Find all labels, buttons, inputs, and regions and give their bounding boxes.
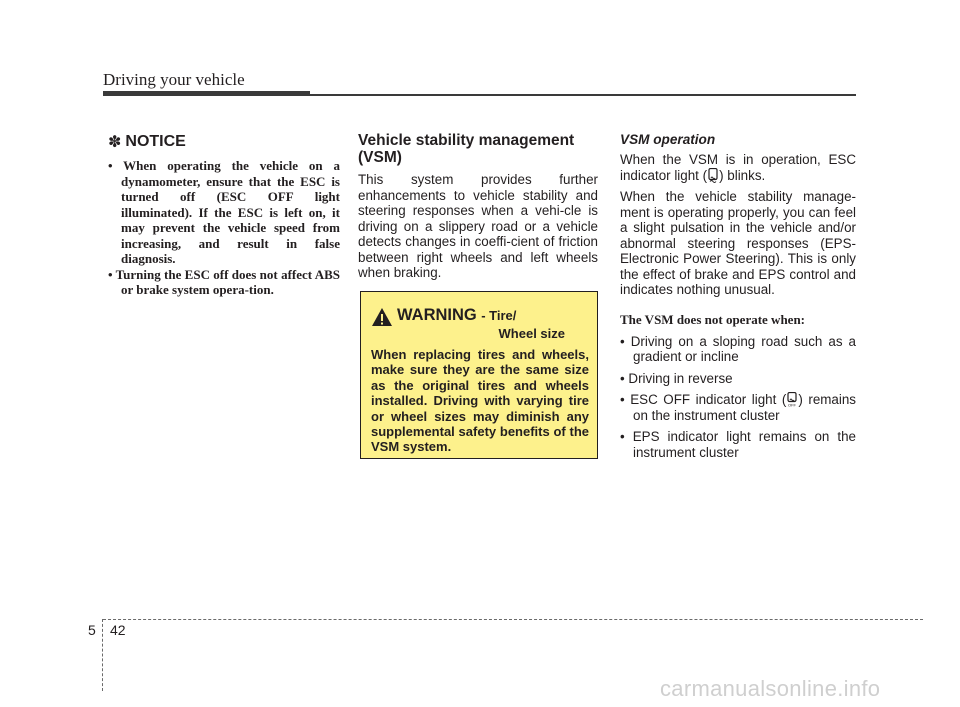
notice-star-icon: ✽: [108, 134, 122, 151]
header-rule-thick: [103, 91, 310, 96]
notice-item-dynamometer: • When operating the vehicle on a dynamometer, ensure that the ESC is turned off (ESC OFF light illuminated). If the ESC is left on, it may prevent the vehicle speed from increasing, and result in false diagnosis.: [108, 158, 340, 266]
condition-reverse: • Driving in reverse: [620, 370, 733, 386]
condition-esc-off-after: ) remains on the instrument cluster: [633, 392, 856, 423]
esc-indicator-icon: [707, 168, 719, 183]
watermark: carmanualsonline.info: [660, 676, 881, 701]
vsm-operation-p1-after: ) blinks.: [719, 167, 766, 183]
notice-column: [108, 132, 340, 298]
vsm-operation-p2: When the vehicle stability manage-ment is operating properly, you can feel a slight pulsation in the vehicle and/or abnormal steering responses (EPS- Electronic Power Steering). This is only the effect of brake and EPS control and indicates nothing unusual.: [620, 189, 856, 297]
warning-header: [371, 306, 589, 327]
condition-sloping-road: • Driving on a sloping road such as a gradient or incline: [620, 333, 856, 364]
vsm-operation-p1-before: When the VSM is in operation, ESC indicator light (: [620, 152, 856, 183]
condition-esc-off: [620, 392, 856, 423]
vsm-title: Vehicle stability management (VSM): [358, 132, 575, 166]
warning-text: When replacing tires and wheels, make sure they are the same size as the original tires and wheels installed. Driving with varying tire or wheel sizes may diminish any supplemental safety benefits of the VSM system.: [371, 347, 589, 455]
section-title: Driving your vehicle: [103, 70, 245, 89]
notice-list: [108, 158, 340, 298]
notice-heading-text: NOTICE: [125, 133, 186, 150]
warning-subject-line2: Wheel size: [498, 326, 565, 341]
page-number: 42: [110, 622, 126, 638]
warning-box: [360, 291, 598, 459]
esc-off-indicator-icon: [786, 392, 798, 407]
header-rule-thin: [310, 94, 856, 96]
notice-item-esc-off: • Turning the ESC off does not affect ABS or brake system opera-tion.: [108, 266, 340, 297]
warning-label: WARNING: [397, 306, 477, 324]
vsm-condition-list: [620, 334, 856, 461]
vsm-column: [358, 132, 598, 287]
vsm-not-operate-title: The VSM does not operate when:: [620, 311, 806, 327]
condition-esc-off-before: • ESC OFF indicator light (: [620, 392, 787, 407]
footer-vertical-rule: [102, 619, 103, 691]
vsm-operation-p1: [620, 152, 856, 183]
warning-triangle-icon: [371, 307, 393, 327]
vsm-operation-title: VSM operation: [620, 132, 716, 147]
chapter-number: 5: [88, 622, 96, 638]
notice-heading: [108, 132, 340, 152]
vsm-intro: This system provides further enhancements to vehicle stability and steering responses when a vehi-cle is driving on a slippery road or a vehicle detects changes in coeffi-cient of friction between right wheels and left wheels when braking.: [358, 172, 598, 280]
footer-dashed-rule: [103, 619, 923, 620]
vsm-operation-column: [620, 132, 856, 466]
warning-subject: - Tire/: [481, 308, 517, 323]
svg-text:OFF: OFF: [788, 402, 797, 407]
condition-eps-light: • EPS indicator light remains on the instrument cluster: [620, 429, 856, 460]
